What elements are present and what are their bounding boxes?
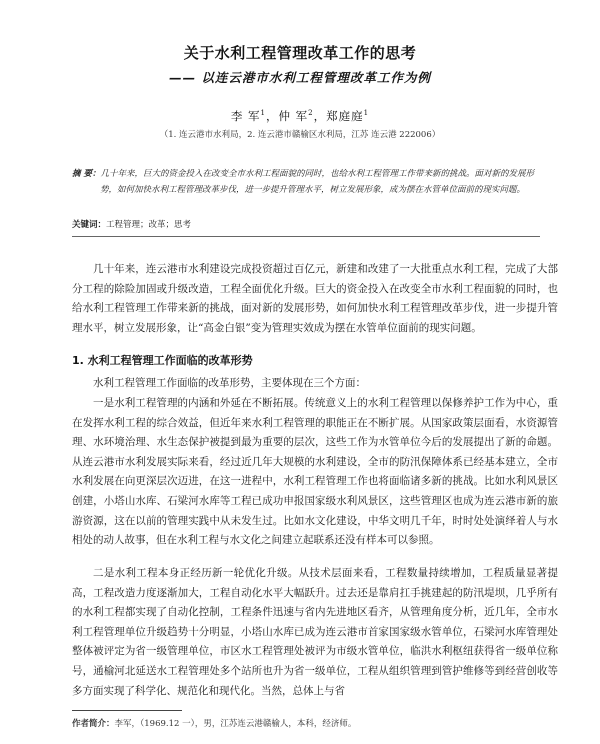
abstract-text: 几十年来，巨大的资金投入在改变全市水利工程面貌的同时，也给水利工程管理工作带来新的挑战。面对新的发展形势，如何加快水利工程管理改革步伐，进一步提升管理水平，树立发展形象，成为摆在水管单位面前的现实问题。: [100, 169, 534, 195]
abstract: [72, 166, 540, 198]
section-lead: 水利工程管理工作面临的改革形势，主要体现在三个方面：: [93, 377, 366, 389]
keywords-text: 工程管理；改革；思考: [106, 220, 192, 230]
paper-title: 关于水利工程管理改革工作的思考: [183, 44, 417, 62]
section-paragraph-2: 二是水利工程本身正经历新一轮优化升级。从技术层面来看，工程数量持续增加，工程质量显著提高，工程改造力度逐渐加大，工程自动化水平大幅跃升。过去还是靠肩扛手挑建起的防汛堤坝，几乎所有的水利工程都实现了自动化控制，工程条件迅速与省内先进地区看齐，从管理角度分析，近几年，全市水利工程管理单位升级趋势十分明显，小塔山水库已成为连云港市首家国家级水管单位，石梁河水库管理处整体被评定为省一级管理单位，市区水工程管理处被评为市级水管单位，临洪水利枢纽获得省一级单位称号，通榆河北延送水工程管理处多个站所也升为省一级单位，工程从组织管理到管护维修等到经营创收等多方面实现了科学化、规范化和现代化。当然，总体上与省: [72, 567, 558, 697]
abstract-divider: [72, 236, 540, 237]
affiliation: （1. 连云港市水利局，2. 连云港市赣榆区水利局，江苏 连云港 222006）: [159, 130, 441, 140]
intro-paragraph: 几十年来，连云港市水利建设完成投资超过百亿元，新建和改建了一大批重点水利工程，完成了大部分工程的除险加固或升级改造，工程全面优化升级。巨大的资金投入在改变全市水利工程面貌的同时，也给水利工程管理工作带来新的挑战，面对新的发展形势，如何加快水利工程管理改革步伐，进一步提升管理水平，树立发展形象，让“高金白银”变为管理实效成为摆在水管单位面前的现实问题。: [72, 263, 558, 334]
author-name: 郑庭庭: [326, 109, 364, 123]
footnote-text: 李军，（1969.12 一），男，江苏连云港赣榆人，本科，经济师。: [114, 719, 357, 729]
author-name: 仲 军: [278, 109, 309, 123]
author-affil-mark: 1: [260, 109, 267, 117]
author-name: 李 军: [230, 109, 261, 123]
section-heading: 1. 水利工程管理工作面临的改革形势: [72, 354, 253, 367]
paper-subtitle: —— 以连云港市水利工程管理改革工作为例: [169, 70, 431, 85]
author-line: 李 军$^1$，仲 军$^2$，郑庭庭$^1$: [230, 109, 370, 123]
footnote-divider: [72, 710, 182, 711]
author-affil-mark: 1: [363, 109, 370, 117]
keywords-label: 关键词：: [72, 220, 107, 230]
abstract-label: 摘 要：: [72, 169, 101, 179]
section-paragraph-1: 一是水利工程管理的内涵和外延在不断拓展。传统意义上的水利工程管理以保修养护工作为中心，重在发挥水利工程的综合效益，但近年来水利工程管理的职能正在不断扩展。从国家政策层面看，水资源管理、水环境治理、水生态保护被提到最为重要的层次，这些工作为水管单位今后的发展提出了新的命题。从连云港市水利发展实际来看，经过近几年大规模的水利建设，全市的防汛保障体系已经基本建立，全市水利发展在向更深层次迈进，在这一进程中，水利工程管理工作也将面临诸多新的挑战。比如水利风景区创建，小塔山水库、石梁河水库等工程已成功申报国家级水利风景区，这些管理区也成为连云港市新的旅游资源，这在以前的管理实践中从未发生过。比如水文化建设，中华文明几千年，时时处处演绎着人与水相处的动人故事，但在水利工程与水文化之间建立起联系还没有样本可以参照。: [72, 397, 558, 547]
keywords: [72, 218, 540, 230]
author-affil-mark: 2: [308, 109, 314, 117]
footnote: [72, 717, 356, 729]
abstract-body: [72, 166, 540, 198]
footnote-label: 作者简介：: [72, 719, 115, 729]
